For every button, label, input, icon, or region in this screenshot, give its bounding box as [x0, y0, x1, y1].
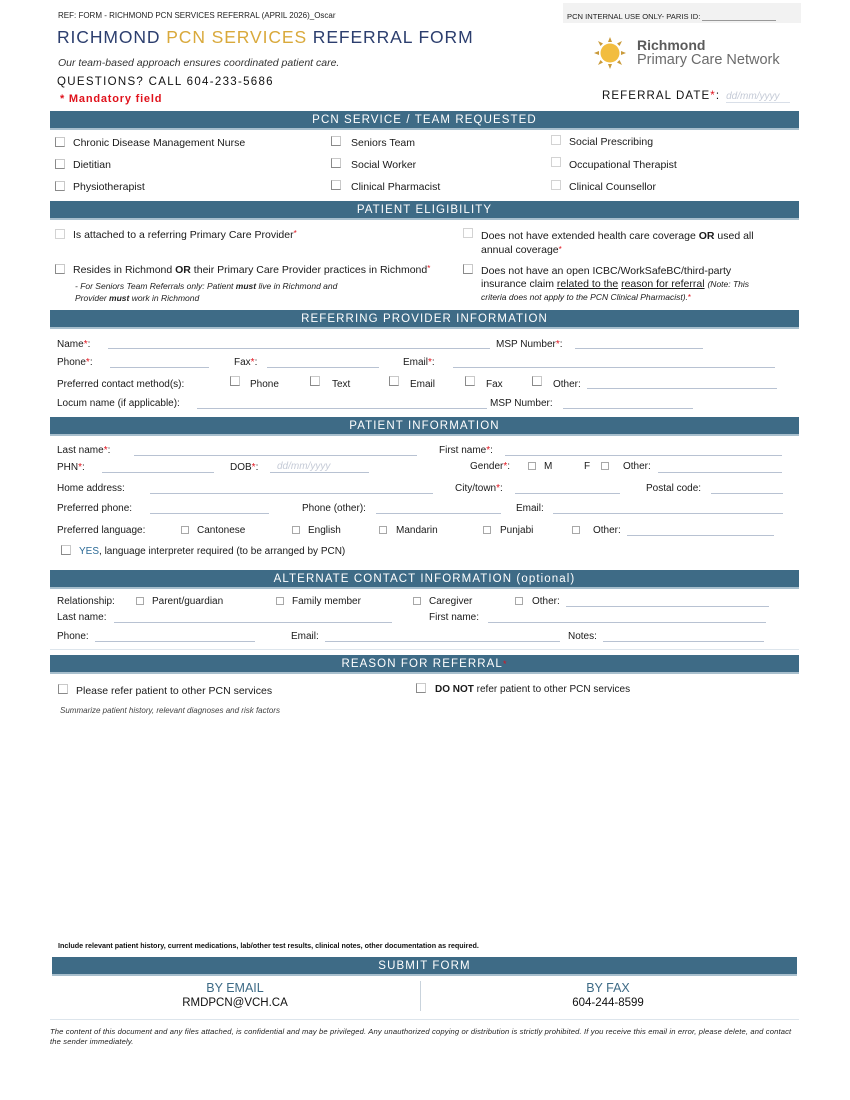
provider-phone-field[interactable]: [110, 367, 209, 368]
checkbox-lang-punjabi[interactable]: [483, 526, 491, 534]
label-attached-provider: Is attached to a referring Primary Care Provider*: [73, 229, 297, 241]
section-services-header: PCN SERVICE / TEAM REQUESTED: [50, 111, 799, 130]
paris-id-field[interactable]: [702, 13, 776, 21]
divider: [50, 649, 799, 650]
include-note: Include relevant patient history, current medications, lab/other test results, clinical notes, other documentation as required.: [58, 941, 479, 950]
label-dob: DOB*:: [230, 462, 259, 473]
checkbox-clinical-pharmacist[interactable]: [331, 180, 341, 190]
pref-phone-field[interactable]: [150, 513, 269, 514]
label-pref-phone: Preferred phone:: [57, 503, 133, 514]
label-provider-phone: Phone*:: [57, 357, 93, 368]
submit-email-link[interactable]: RMDPCN@VCH.CA: [182, 997, 288, 1009]
label-contact-email: Email: [410, 379, 436, 390]
lang-other-field[interactable]: [627, 535, 774, 536]
label-clinical-pharmacist: Clinical Pharmacist: [351, 181, 441, 193]
section-reason-header: REASON FOR REFERRAL*: [50, 655, 799, 674]
confidentiality-disclaimer: The content of this document and any files attached, is confidential and may be privileged. Any unauthorized copying or distribution is strictly prohibited. If you receive this email in error, please delete, and contact the sender immediately.: [50, 1027, 792, 1046]
title-referral-form: REFERRAL FORM: [307, 27, 474, 47]
label-alt-phone: Phone:: [57, 631, 89, 642]
label-alt-first-name: First name:: [429, 612, 480, 623]
section-provider-header: REFERRING PROVIDER INFORMATION: [50, 310, 799, 329]
section-patient-header: PATIENT INFORMATION: [50, 417, 799, 436]
checkbox-lang-cantonese[interactable]: [181, 526, 189, 534]
checkbox-no-open-claim[interactable]: [463, 264, 473, 274]
checkbox-lang-other[interactable]: [572, 526, 580, 534]
alt-email-field[interactable]: [325, 641, 560, 642]
checkbox-rel-other[interactable]: [515, 597, 523, 605]
label-postal: Postal code:: [646, 483, 702, 494]
title-pcn-services: PCN SERVICES: [166, 27, 308, 47]
label-alt-last-name: Last name:: [57, 612, 107, 623]
checkbox-physiotherapist[interactable]: [55, 181, 65, 191]
label-locum: Locum name (if applicable):: [57, 398, 180, 409]
label-relationship: Relationship:: [57, 596, 115, 607]
patient-dob-placeholder: dd/mm/yyyy: [277, 461, 331, 472]
submit-fax-number: 604-244-8599: [572, 997, 644, 1009]
label-phone-other: Phone (other):: [302, 503, 366, 514]
sun-logo-icon: [592, 35, 628, 71]
label-provider-fax: Fax*:: [234, 357, 258, 368]
referral-date-input[interactable]: dd/mm/yyyy: [726, 91, 790, 103]
label-contact-other: Other:: [553, 379, 581, 390]
patient-phn-field[interactable]: [102, 472, 214, 473]
patient-email-field[interactable]: [553, 513, 783, 514]
logo-line1: Richmond: [637, 37, 706, 53]
alt-phone-field[interactable]: [95, 641, 255, 642]
provider-fax-field[interactable]: [267, 367, 379, 368]
label-rel-parent: Parent/guardian: [152, 596, 224, 607]
label-clinical-counsellor: Clinical Counsellor: [569, 181, 656, 193]
label-do-not-refer: DO NOT refer patient to other PCN services: [435, 684, 631, 695]
checkbox-no-extended-coverage[interactable]: [463, 228, 473, 238]
checkbox-rel-family[interactable]: [276, 597, 284, 605]
postal-code-field[interactable]: [711, 493, 783, 494]
label-lang-cantonese: Cantonese: [197, 525, 246, 536]
form-reference: REF: FORM - RICHMOND PCN SERVICES REFERRAL (APRIL 2026)_Oscar: [58, 11, 336, 20]
checkbox-attached-provider[interactable]: [55, 229, 65, 239]
checkbox-contact-other[interactable]: [532, 376, 542, 386]
label-gender: Gender*:: [470, 461, 511, 472]
alt-notes-field[interactable]: [603, 641, 764, 642]
label-city: City/town*:: [455, 483, 503, 494]
label-phn: PHN*:: [57, 462, 85, 473]
checkbox-gender-m[interactable]: [528, 462, 536, 470]
label-resides-richmond: Resides in Richmond OR their Primary Care Provider practices in Richmond*: [73, 264, 431, 276]
label-cdm-nurse: Chronic Disease Management Nurse: [73, 137, 246, 149]
checkbox-resides-richmond[interactable]: [55, 264, 65, 274]
label-provider-msp: MSP Number*:: [496, 339, 563, 350]
label-lang-punjabi: Punjabi: [500, 525, 534, 536]
checkbox-refer-other[interactable]: [58, 684, 68, 694]
label-provider-email: Email*:: [403, 357, 435, 368]
checkbox-social-worker[interactable]: [331, 158, 341, 168]
label-lang-mandarin: Mandarin: [396, 525, 438, 536]
label-gender-m: M: [544, 461, 553, 472]
patient-dob-field[interactable]: [270, 472, 369, 473]
submit-email-heading: BY EMAIL: [206, 981, 264, 995]
home-address-field[interactable]: [150, 493, 433, 494]
city-field[interactable]: [515, 493, 620, 494]
checkbox-rel-parent[interactable]: [136, 597, 144, 605]
submit-divider: [420, 981, 421, 1011]
checkbox-dietitian[interactable]: [55, 159, 65, 169]
checkbox-do-not-refer[interactable]: [416, 683, 426, 693]
checkbox-occupational-therapist[interactable]: [551, 157, 561, 167]
label-dietitian: Dietitian: [73, 159, 111, 171]
summary-textarea[interactable]: [58, 718, 798, 933]
summary-hint: Summarize patient history, relevant diagnoses and risk factors: [60, 706, 280, 715]
logo: [592, 35, 802, 75]
label-contact-fax: Fax: [486, 379, 503, 390]
mandatory-legend: * Mandatory field: [60, 93, 163, 105]
label-rel-family: Family member: [292, 596, 361, 607]
rel-other-field[interactable]: [566, 606, 769, 607]
seniors-team-note: - For Seniors Team Referrals only: Patient must live in Richmond and Provider must work in Richmond: [75, 281, 338, 303]
patient-last-name-field[interactable]: [134, 455, 417, 456]
locum-name-field[interactable]: [197, 408, 487, 409]
label-provider-name: Name*:: [57, 339, 91, 350]
checkbox-contact-phone[interactable]: [230, 376, 240, 386]
label-gender-f: F: [584, 461, 591, 472]
internal-use-box: [563, 3, 801, 23]
checkbox-clinical-counsellor[interactable]: [551, 180, 561, 190]
label-alt-notes: Notes:: [568, 631, 597, 642]
label-lang-english: English: [308, 525, 341, 536]
checkbox-interpreter[interactable]: [61, 545, 71, 555]
internal-use-label: PCN INTERNAL USE ONLY- PARIS ID:: [567, 12, 701, 21]
label-contact-text: Text: [332, 379, 351, 390]
label-social-worker: Social Worker: [351, 159, 417, 171]
tagline: Our team-based approach ensures coordinated patient care.: [58, 57, 340, 69]
title-richmond: RICHMOND: [57, 27, 167, 47]
section-eligibility-header: PATIENT ELIGIBILITY: [50, 201, 799, 220]
gender-other-field[interactable]: [658, 472, 782, 473]
alt-last-name-field[interactable]: [114, 622, 392, 623]
label-rel-caregiver: Caregiver: [429, 596, 473, 607]
provider-msp-field[interactable]: [575, 348, 703, 349]
label-patient-email: Email:: [516, 503, 544, 514]
phone-other-field[interactable]: [376, 513, 501, 514]
contact-other-field[interactable]: [587, 388, 777, 389]
label-lang-other: Other:: [593, 525, 621, 536]
label-gender-other: Other:: [623, 461, 651, 472]
label-no-open-claim: Does not have an open ICBC/WorkSafeBC/third-party insurance claim related to the reason for referral (Note: This criteria does not apply to the PCN Clinical Pharmacist).*: [481, 265, 750, 302]
label-rel-other: Other:: [532, 596, 560, 607]
label-refer-other: Please refer patient to other PCN services: [76, 685, 273, 697]
label-contact-phone: Phone: [250, 379, 279, 390]
label-locum-msp: MSP Number:: [490, 398, 553, 409]
checkbox-lang-mandarin[interactable]: [379, 526, 387, 534]
label-occupational-therapist: Occupational Therapist: [569, 159, 677, 171]
referral-date-label: REFERRAL DATE: [602, 90, 711, 102]
checkbox-rel-caregiver[interactable]: [413, 597, 421, 605]
section-alternate-header: ALTERNATE CONTACT INFORMATION (optional): [50, 570, 799, 589]
label-no-extended-coverage: Does not have extended health care coverage OR used all annual coverage*: [481, 230, 754, 256]
checkbox-seniors-team[interactable]: [331, 136, 341, 146]
provider-email-field[interactable]: [453, 367, 775, 368]
label-home-address: Home address:: [57, 483, 125, 494]
checkbox-contact-email[interactable]: [389, 376, 399, 386]
label-last-name: Last name*:: [57, 445, 111, 456]
submit-fax-heading: BY FAX: [586, 981, 630, 995]
questions-phone: QUESTIONS? CALL 604-233-5686: [57, 76, 274, 88]
checkbox-social-prescribing[interactable]: [551, 135, 561, 145]
label-alt-email: Email:: [291, 631, 319, 642]
checkbox-gender-f[interactable]: [601, 462, 609, 470]
label-language: Preferred language:: [57, 525, 146, 536]
logo-line2: Primary Care Network: [637, 52, 780, 68]
provider-name-field[interactable]: [108, 348, 490, 349]
checkbox-contact-text[interactable]: [310, 376, 320, 386]
alt-first-name-field[interactable]: [488, 622, 766, 623]
section-submit-header: SUBMIT FORM: [52, 957, 797, 976]
label-interpreter: YES, language interpreter required (to be arranged by PCN): [79, 546, 346, 557]
page-title: [57, 27, 474, 48]
footer-divider: [50, 1019, 799, 1020]
label-social-prescribing: Social Prescribing: [569, 136, 654, 148]
checkbox-contact-fax[interactable]: [465, 376, 475, 386]
label-seniors-team: Seniors Team: [351, 137, 416, 149]
locum-msp-field[interactable]: [563, 408, 693, 409]
label-first-name: First name*:: [439, 445, 493, 456]
referral-date: REFERRAL DATE*: dd/mm/yyyy: [602, 90, 790, 103]
label-contact-methods: Preferred contact method(s):: [57, 379, 185, 390]
checkbox-lang-english[interactable]: [292, 526, 300, 534]
checkbox-cdm-nurse[interactable]: [55, 137, 65, 147]
label-physiotherapist: Physiotherapist: [73, 181, 145, 193]
patient-first-name-field[interactable]: [505, 455, 782, 456]
